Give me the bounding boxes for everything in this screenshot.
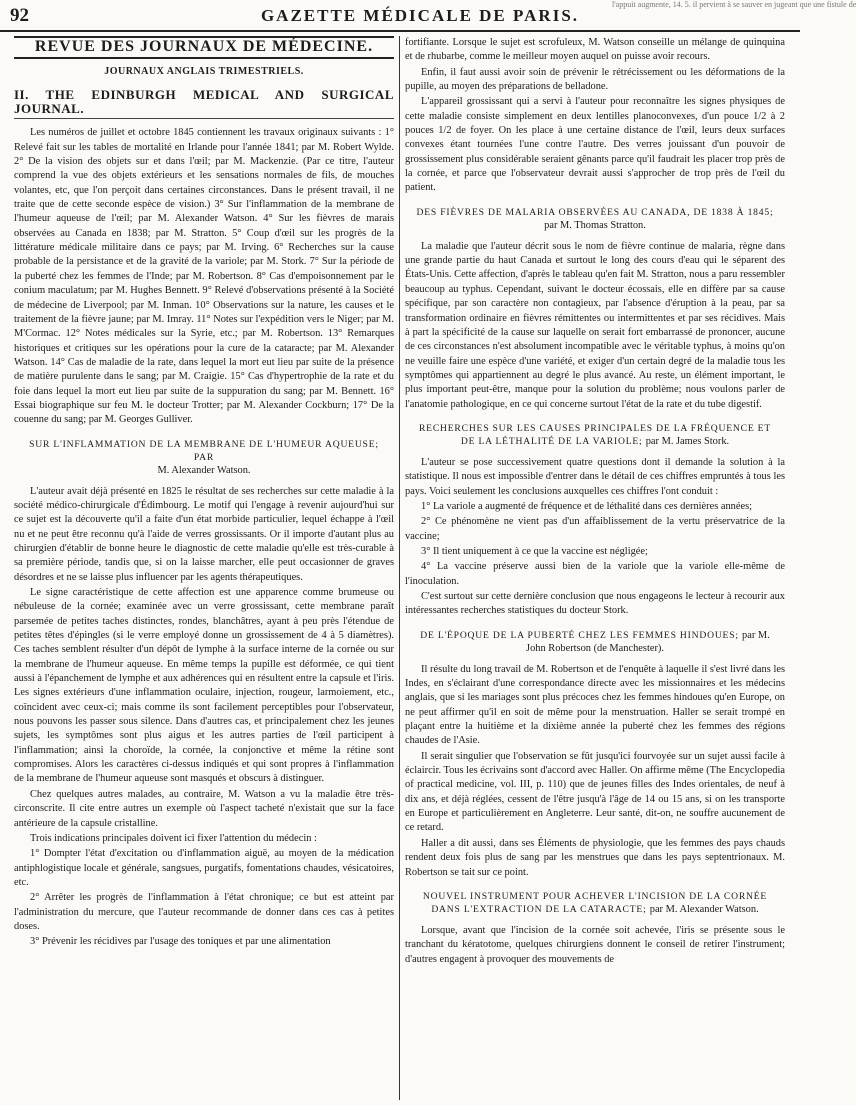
article-title-text: NOUVEL INSTRUMENT POUR ACHEVER L'INCISION DE LA CORNÉE DANS L'EXTRACTION DE LA CATARACTE; — [422, 890, 768, 915]
page-header — [0, 0, 856, 32]
paragraph: L'auteur se pose successivement quatre questions dont il demande la solution à la statistique. Il nous est impossible d'entrer dans le détail de ces chiffres empruntés à tous les pays. Voici seulement les conclusions auxquelles ces chiffres l'ont conduit : — [405, 456, 785, 497]
masthead: GAZETTE MÉDICALE DE PARIS. — [260, 6, 580, 25]
intro-paragraph: Les numéros de juillet et octobre 1845 contiennent les travaux originaux suivants : 1° Relevé fait sur les tables de mortalité en Irlande pour l'année 1841; par M. Robert Wylde. 2° De la vision des objets sur et dans l'œil; par M. Mackenzie. (Par ce titre, l'auteur comprend la vue des objets extérieurs et les sensations normales de fils, de mouches volantes, etc, que l'on perçoit dans certaines circonstances. Dans le présent travail, il ne traite que de cette seconde espèce de vision.) 3° Sur l'inflammation de la membrane de l'humeur aqueuse de l'œil; par M. Alexander Watson. 4° Sur les fièvres de marais observées au Canada en 1838; par M. Stratton. 5° Coup d'œil sur les progrès de la littérature médicale militaire dans ce pays; par M. Irving. 6° Recherches sur la cause probable de la persistance et de la gravité de la variole; par M. Stork. 7° Sur la période de la puberté chez les femmes de l'Inde; par M. Robertson. 8° Cas d'empoisonnement par le conium maculatum; par M. Hughes Bennett. 9° Relevé d'observations présenté à la Société de médecine de Liverpool; par M. Inman. 10° Observations sur la nature, les causes et le traitement de la fièvre jaune; par M. Imray. 11° Notes sur l'expédition vers le Niger; par M. M'Cormac. 12° Notes médicales sur la Syrie, etc.; par M. Robertson. 13° Remarques historiques et critiques sur les opérations pour la cure de la cataracte; par M. Alexander Watson. 14° Cas de maladie de la rate, dans lequel la mort eut lieu par suite de la présence de matière purulente dans le sang; par M. Craigie. 15° Cas d'hypertrophie de la rate et du foie dans lequel la mort eut lieu par suite de la suppuration du sang; par M. Bennett. 16° Essai biographique sur feu M. le docteur Trotter; par M. Alexander Cockburn; 17° De la couenne du sang; par M. Georges Gulliver. — [14, 127, 394, 426]
article-title-text: DE L'ÉPOQUE DE LA PUBERTÉ CHEZ LES FEMMES HINDOUES; — [420, 629, 739, 641]
page-edge — [789, 36, 800, 1100]
paragraph: L'appareil grossissant qui a servi à l'auteur pour reconnaître les signes physiques de cette maladie consiste simplement en deux lentilles planoconvexes, d'un pouce 1/2 à 2 pouces 1/2 de foyer. On les place à une certaine distance de l'œil, leurs deux surfaces convexes étant tournées l'une contre l'autre. Des verres jouissant d'un pouvoir de grossissement plus considérable seraient gênants parce qu'il faudrait les placer trop près de la cornée, et parce que l'observateur devrait aussi s'approcher de trop près de l'œil du patient. — [405, 96, 785, 194]
paragraph: Le signe caractéristique de cette affection est une apparence comme brumeuse ou nébuleuse de la cornée; examinée avec un verre grossissant, cette membrane paraît parsemée de petites taches distinctes, rondes, blanchâtres, ayant à peu près l'étendue de petites têtes d'épingles (si le verre employé donne un grossissement de 4 à 5 diamètres). Ces taches semblent résulter d'un dépôt de lymphe à la surface interne de la cornée ou sur la membrane de l'humeur aqueuse. En même temps la pupille est déformée, ce qui tient aussi à l'épanchement de lymphe et aux adhérences qui en résultent entre la capsule et l'iris. Les signes extérieurs d'une inflammation oculaire, injection, rougeur, larmoiement, etc., coïncident avec ceux-ci; mais comme ils sont facilement perceptibles pour l'observateur, nous pouvons les passer sous silence. Dans d'autres cas, et principalement chez les jeunes sujets, les symptômes sont plus aigus et les autres parties de l'œil participent à l'inflammation; ainsi la choroïde, la cornée, la conjonctive et même la rétine sont compromises. Alors les caractères ci-dessus indiqués et qui sont propres à l'inflammation de la membrane de l'humeur aqueuse sont masqués et obscurs à distinguer. — [14, 587, 394, 785]
paragraph: Trois indications principales doivent ici fixer l'attention du médecin : — [30, 832, 317, 844]
page-number: 92 — [10, 5, 29, 26]
paragraph: Chez quelques autres malades, au contraire, M. Watson a vu la maladie être très-circonscrite. Il cite entre autres un exemple où l'aspect tacheté n'existait que sur la face antérieure de la capsule cristalline. — [14, 788, 394, 829]
paragraph: Haller a dit aussi, dans ses Éléments de physiologie, que les femmes des pays chauds rendent deux fois plus de sang par les menstrues que dans les pays septentrionaux. M. Robertson se tait sur ce point. — [405, 837, 785, 878]
paragraph: Enfin, il faut aussi avoir soin de prévenir le rétrécissement ou les déformations de la pupille, au moyen des préparations de belladone. — [405, 66, 785, 93]
bleed-through-text: l'appuit augmente, 14. 5. il pervient à se sauver en jugeant que une fistule de — [612, 0, 856, 9]
list-item: 1° La variole a augmenté de fréquence et de léthalité dans ces dernières années; — [421, 500, 753, 512]
list-item: 3° Prévenir les récidives par l'usage des toniques et par une alimentation — [30, 936, 331, 948]
article-title — [411, 422, 779, 448]
journal-title: II. THE EDINBURGH MEDICAL AND SURGICAL JOURNAL. — [14, 88, 394, 120]
article-author: par M. John Robertson (de Manchester). — [526, 629, 770, 654]
article-title — [411, 890, 779, 916]
paragraph: C'est surtout sur cette dernière conclusion que nous engageons le lecteur à recourir aux intéressantes recherches statistiques du docteur Stork. — [405, 591, 785, 617]
article-title-text: DES FIÈVRES DE MALARIA OBSERVÉES AU CANADA, DE 1838 À 1845; — [416, 206, 774, 218]
paragraph: fortifiante. Lorsque le sujet est scrofuleux, M. Watson conseille un mélange de quinquina et de rhubarbe, comme le meilleur moyen auquel on puisse avoir recours. — [405, 37, 785, 63]
article-author: par M. Thomas Stratton. — [544, 219, 646, 231]
article-author: par M. James Stork. — [645, 435, 730, 447]
right-column — [405, 36, 785, 1100]
section-title: REVUE DES JOURNAUX DE MÉDECINE. — [14, 36, 394, 59]
article-title — [20, 438, 388, 477]
list-item: 2° Arrêter les progrès de l'inflammation à l'état chronique; ce but est atteint par l'administration du mercure, que l'auteur recommande de donner dans ces cas à petites doses. — [14, 892, 394, 932]
section-subtitle: JOURNAUX ANGLAIS TRIMESTRIELS. — [104, 66, 304, 78]
article-title-text: RECHERCHES SUR LES CAUSES PRINCIPALES DE LA FRÉQUENCE ET DE LA LÉTHALITÉ DE LA VARIOLE; — [418, 422, 772, 447]
article-author: M. Alexander Watson. — [157, 464, 251, 476]
paragraph: L'auteur avait déjà présenté en 1825 le résultat de ses recherches sur cette maladie à la société médico-chirurgicale d'Édimbourg. Le motif qui l'engage à revenir aujourd'hui sur ce sujet est la découverte qu'il a faite d'un état morbide particulier, lequel échappe à l'œil nu et ne peut être reconnu qu'à l'aide de verres grossissants. Or il importe d'autant plus au chirurgien d'établir de bonne heure le diagnostic de cette maladie qu'elle est très-curable à sa première période, tandis que, si on la laisse marcher, elle peut occasionner de graves désordres et ne se laisse plus influencer par les agents thérapeutiques. — [14, 485, 394, 583]
article-author: par M. Alexander Watson. — [649, 903, 759, 915]
list-item: 3° Il tient uniquement à ce que la vaccine est négligée; — [421, 545, 648, 557]
paragraph: Lorsque, avant que l'incision de la cornée soit achevée, l'iris se présente sous le tranchant du kératotome, quelques chirurgiens donnent le conseil de retirer l'instrument; d'autres engagent à provoquer des mouvements de — [405, 924, 785, 965]
list-item: 2° Ce phénomène ne vient pas d'un affaiblissement de la vertu préservatrice de la vaccine; — [405, 516, 785, 542]
article-title — [411, 629, 779, 655]
left-column — [14, 36, 394, 1100]
paragraph: La maladie que l'auteur décrit sous le nom de fièvre continue de malaria, règne dans une grande partie du haut Canada et surtout le long des cours d'eau qui le séparent des États-Unis. Cette affection, d'après le tableau qu'en fait M. Stratton, nous a paru ressembler beaucoup au typhus. Cependant, suivant le docteur écossais, elle en diffère par sa cause spécifique, par son caractère non contagieux, par l'absence d'éruption à la peau, par sa transformation ordinaire en fièvres rémittentes ou intermittentes et par ses récidives. Mais à part la spécificité de la cause sur laquelle on serait fort embarrassé de prononcer, aucune de ces circonstances n'est absolument incompatible avec le véritable typhus, à moins qu'on ne veuille faire une espèce d'une variété, et exiger d'un certain degré de la maladie tous les symptômes qui appartiennent au degré le plus avancé. Au reste, un élément important, le plus important peut-être, manque pour la solution du problème; nous voulons parler de l'anatomie pathologique, en ce qui concerne surtout l'état de la rate et du tube digestif. — [405, 240, 785, 410]
column-divider — [399, 36, 400, 1100]
paragraph: Il serait singulier que l'observation se fût jusqu'ici fourvoyée sur un sujet aussi facile à éclaircir. Tous les écrivains sont d'accord avec Haller. On affirme même (The Encyclopedia of practical medicine, vol. III, p. 110) que de jeunes filles des Indes orientales, de neuf à dix ans, et déjà réglées, cessent de l'être jusqu'à l'âge de 14 ou 15 ans, si on les transporte en Europe et particulièrement en Angleterre. Leur santé, dit-on, ne souffre aucunement de ce retard. — [405, 750, 785, 834]
article-title-text: SUR L'INFLAMMATION DE LA MEMBRANE DE L'HUMEUR AQUEUSE; PAR — [29, 438, 379, 463]
list-item: 4° La vaccine préserve aussi bien de la variole que la variole elle-même de l'inoculation. — [405, 561, 785, 587]
article-title — [411, 206, 779, 232]
list-item: 1° Dompter l'état d'excitation ou d'inflammation aiguë, au moyen de la médication antiphlogistique locale et générale, sangsues, purgatifs, fomentations chaudes, vésicatoires, etc. — [14, 848, 394, 888]
paragraph: Il résulte du long travail de M. Robertson et de l'enquête à laquelle il s'est livré dans les Indes, en s'éclairant d'une correspondance directe avec les missionnaires et les médecins anglais, que si les mariages sont plus précoces chez les femmes hindoues qu'en Europe, on ne peut affirmer qu'il en soit de même pour la menstruation. Haller se serait trompé en plaçant entre la huitième et la dixième année la puberté chez les femmes des régions chaudes de l'Asie. — [405, 663, 785, 747]
